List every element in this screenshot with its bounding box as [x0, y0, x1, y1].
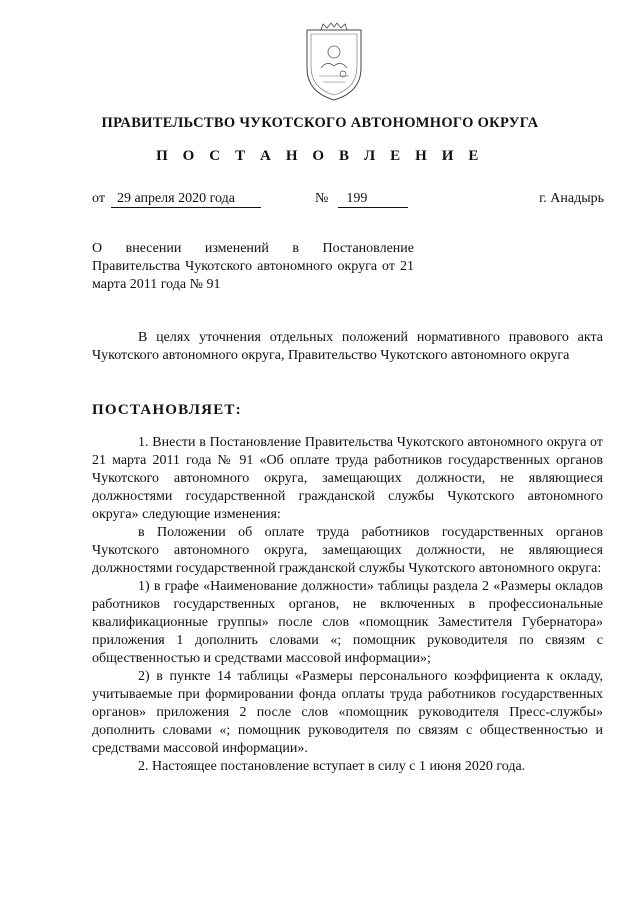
date-prefix: от [92, 191, 105, 206]
government-title: ПРАВИТЕЛЬСТВО ЧУКОТСКОГО АВТОНОМНОГО ОКРУГА [101, 115, 539, 131]
document-number: 199 [338, 191, 408, 208]
paragraph-4: 2) в пункте 14 таблицы «Размеры персонального коэффициента к окладу, учитываемые при формировании фонда оплаты труда работников государственных органов» приложения 2 после слов «помощник руководителя Пресс-службы» дополнить словами «; помощник руководителя по связям с общественностью и средствами массовой информации». [92, 669, 603, 756]
document-number-line [315, 190, 408, 208]
resolution-body [92, 434, 603, 776]
document-subject: О внесении изменений в Постановление Правительства Чукотского автономного округа от 21 марта 2011 года № 91 [92, 241, 414, 292]
paragraph-3: 1) в графе «Наименование должности» таблицы раздела 2 «Размеры окладов работников государственных органов, не включенных в профессиональные квалификационные группы» после слов «помощник Заместителя Губернатора» приложения 1 дополнить словами «; помощник руководителя по связям с общественностью и средствами массовой информации»; [92, 579, 603, 666]
document-date-line [92, 190, 261, 208]
paragraph-2: в Положении об оплате труда работников государственных органов Чукотского автономного округа, замещающих должности, не являющиеся должностями государственной гражданской службы Чукотского автономного округа: [92, 525, 603, 576]
paragraph-5: 2. Настоящее постановление вступает в силу с 1 июня 2020 года. [138, 759, 526, 774]
number-prefix: № [315, 191, 329, 206]
document-date: 29 апреля 2020 года [111, 191, 261, 208]
preamble-text: В целях уточнения отдельных положений нормативного правового акта Чукотского автономного округа, Правительство Чукотского автономного округа [92, 330, 603, 363]
resolve-heading: ПОСТАНОВЛЯЕТ: [92, 402, 242, 418]
preamble [92, 329, 603, 365]
document-type: П О С Т А Н О В Л Е Н И Е [156, 148, 484, 164]
document-city: г. Анадырь [539, 191, 604, 206]
paragraph-1: 1. Внести в Постановление Правительства Чукотского автономного округа от 21 марта 2011 года № 91 «Об оплате труда работников государственных органов Чукотского автономного округа, замещающих должности, не являющиеся должностями государственной гражданской службы Чукотского автономного округа» следующие изменения: [92, 435, 603, 522]
coat-of-arms-icon [301, 22, 367, 104]
